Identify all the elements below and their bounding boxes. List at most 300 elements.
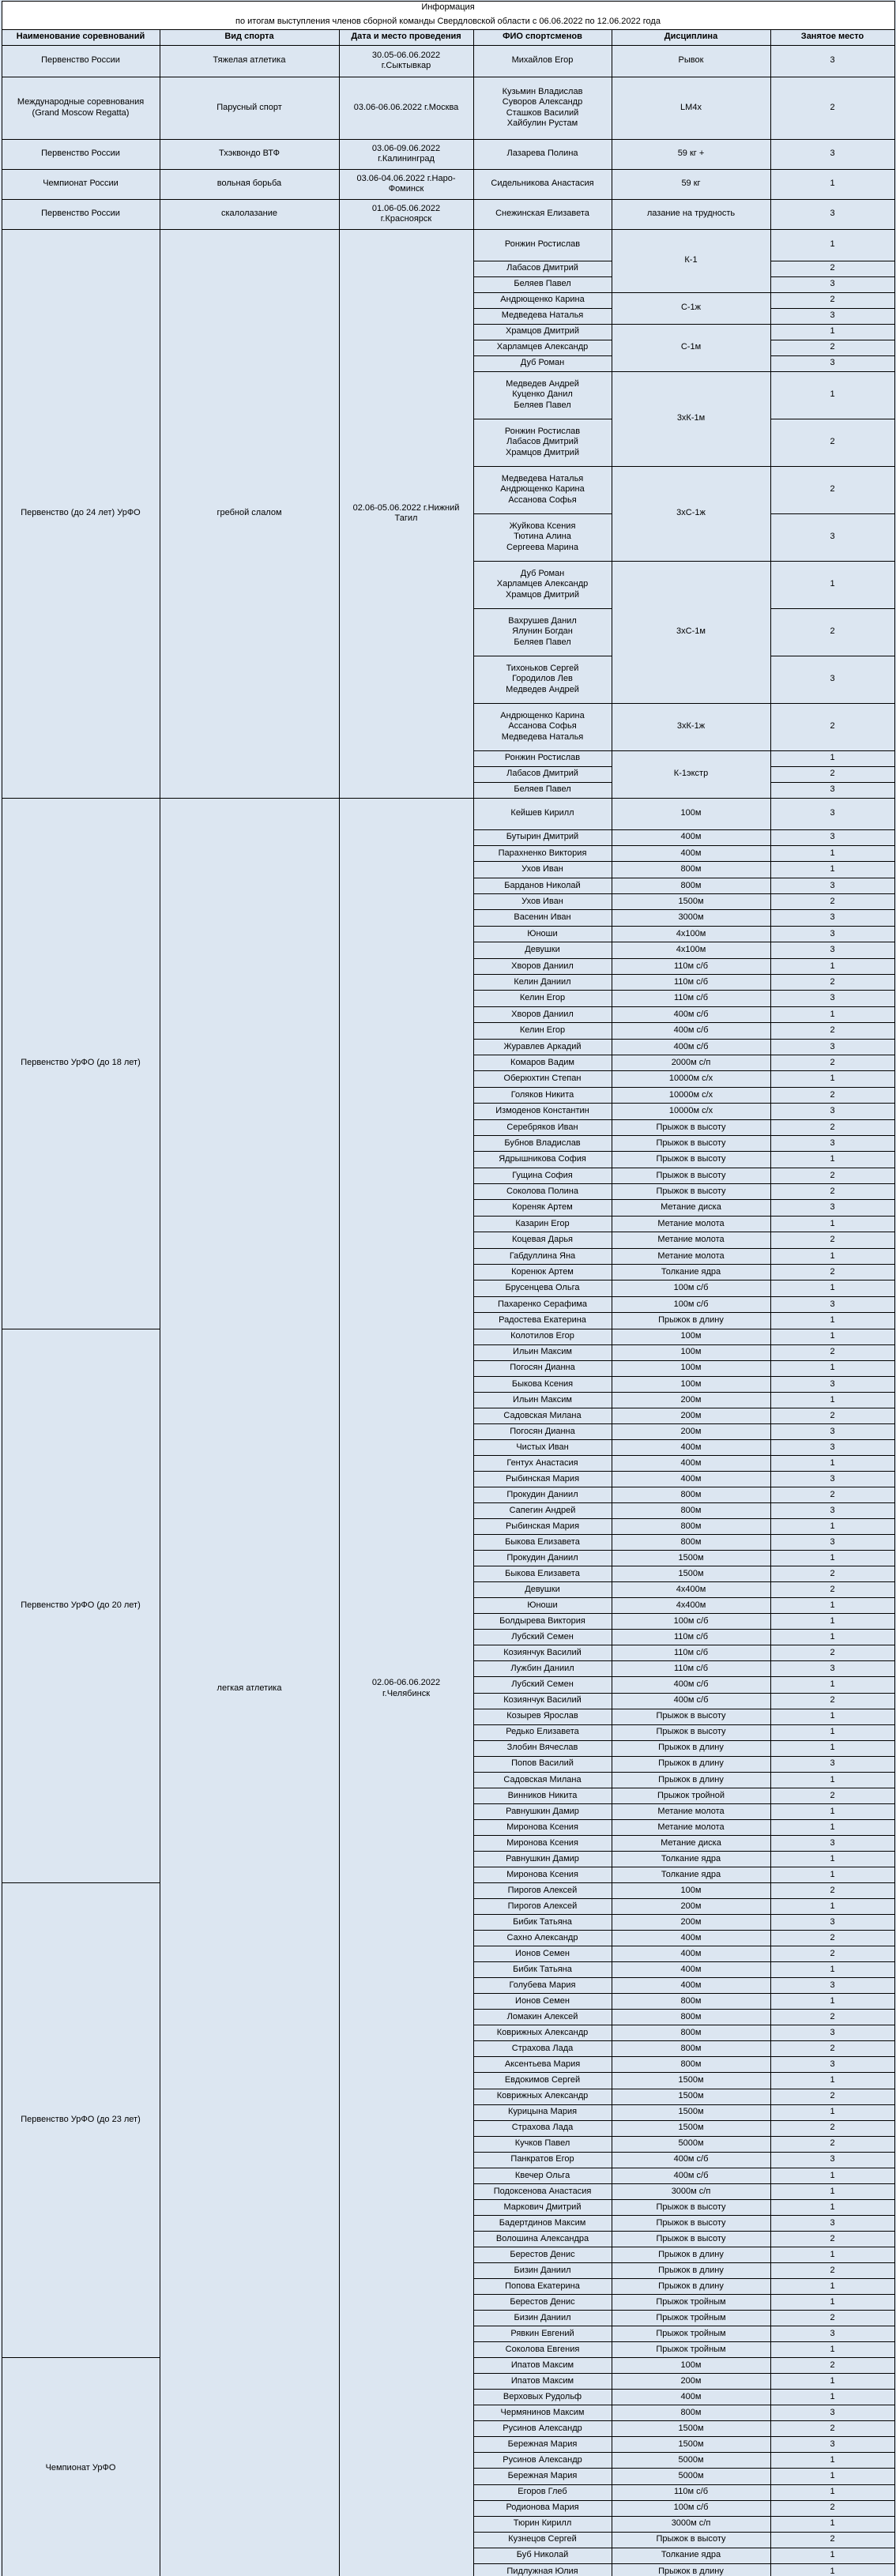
grid-line	[473, 782, 612, 783]
grid-line	[770, 1993, 894, 1994]
place-value: 1	[830, 2075, 835, 2085]
grid-line	[612, 561, 770, 562]
grid-line	[473, 2310, 612, 2311]
athlete-name: Андрющенко Карина	[500, 295, 585, 305]
athlete-name: Ломакин Алексей	[506, 2012, 578, 2022]
grid-line	[612, 703, 770, 704]
grid-line	[473, 1660, 612, 1661]
grid-line	[339, 169, 340, 199]
discipline: 100м	[680, 1331, 702, 1341]
athlete-name: Миронова Ксения	[506, 1869, 578, 1879]
grid-line	[770, 1264, 894, 1265]
column-header: Вид спорта	[224, 32, 274, 42]
athlete-name: Беляев Павел	[514, 784, 571, 795]
grid-line	[612, 1819, 770, 1820]
grid-line	[473, 513, 612, 514]
place-value: 1	[830, 753, 835, 763]
grid-line	[770, 798, 894, 799]
sport-type: легкая атлетика	[216, 1683, 282, 1693]
grid-line	[473, 1693, 612, 1694]
place-value: 2	[830, 1089, 835, 1100]
place-value: 3	[830, 2217, 835, 2228]
grid-line	[473, 1597, 612, 1598]
discipline: Прыжок в высоту	[656, 1170, 726, 1180]
athlete-name: Измоденов Константин	[495, 1106, 589, 1116]
discipline: Прыжок в высоту	[656, 1186, 726, 1197]
grid-line	[612, 169, 770, 170]
athlete-name: Быкова Ксения	[511, 1378, 574, 1389]
athlete-name: Коврижных Александр	[496, 2091, 589, 2101]
grid-line	[473, 2452, 612, 2453]
grid-line	[473, 893, 612, 894]
grid-line	[770, 466, 894, 467]
grid-line	[770, 169, 771, 199]
place-value: 2	[830, 2233, 835, 2243]
athlete-name: Парахненко Виктория	[498, 848, 587, 858]
athlete-name: Прокудин Даниил	[506, 1489, 578, 1499]
athlete-name: Равнушкин Дамир	[506, 1853, 579, 1863]
grid-line	[473, 2056, 612, 2057]
discipline: LM4x	[680, 102, 702, 112]
grid-line	[473, 1264, 612, 1265]
grid-line	[894, 169, 895, 199]
grid-line	[473, 1376, 612, 1377]
grid-line	[770, 2341, 894, 2342]
athlete-name: Чермянинов Максим	[500, 2408, 585, 2418]
athlete-name: Быкова Елизавета	[505, 1569, 580, 1578]
grid-line	[160, 169, 473, 170]
place-value: 3	[830, 832, 835, 842]
grid-line	[612, 1471, 770, 1472]
place-value: 2	[830, 2123, 835, 2133]
grid-line	[770, 766, 894, 767]
grid-line	[612, 1534, 770, 1535]
grid-line	[473, 1977, 612, 1978]
grid-line	[473, 2104, 612, 2105]
grid-line	[612, 1597, 770, 1598]
grid-line	[770, 1898, 894, 1899]
athlete-name: Серебряков Иван	[506, 1122, 578, 1132]
discipline: 400м с/б	[673, 2154, 709, 2164]
grid-line	[612, 2183, 770, 2184]
grid-line	[612, 1344, 770, 1345]
discipline: С-1ж	[680, 303, 702, 313]
grid-line	[770, 2040, 894, 2041]
athlete-name: Радостева Екатерина	[499, 1315, 586, 1326]
discipline: 4х400м	[676, 1585, 706, 1595]
athlete-name: Снежинская Елизавета	[495, 209, 589, 219]
discipline: 400м	[680, 1442, 702, 1452]
grid-line	[473, 2152, 612, 2153]
grid-line	[473, 1183, 612, 1184]
place-value: 1	[830, 239, 835, 250]
grid-line	[473, 1423, 612, 1424]
grid-line	[770, 1471, 894, 1472]
grid-line	[770, 1006, 894, 1007]
grid-line	[770, 798, 771, 1329]
grid-line	[612, 2262, 770, 2263]
discipline: К-1	[684, 255, 698, 265]
discipline: Прыжок в длину	[658, 2566, 724, 2576]
discipline: 400м	[680, 1932, 702, 1942]
place-value: 2	[830, 437, 835, 447]
athlete-name: Бутырин Дмитрий	[506, 832, 579, 842]
grid-line	[2, 229, 160, 230]
grid-line	[770, 1803, 894, 1804]
discipline: 110м с/б	[673, 1648, 708, 1658]
place-value: 3	[830, 808, 835, 818]
athlete-name: Медведева Наталья	[501, 310, 584, 321]
date-place: 03.06-06.06.2022 г.Москва	[353, 102, 459, 112]
athlete-name: Ипатов Максим	[510, 2360, 574, 2370]
place-value: 3	[830, 880, 835, 890]
discipline: 3хС-1м	[676, 626, 706, 637]
athlete-name: Тюрин Кирилл	[513, 2518, 572, 2529]
grid-line	[770, 2468, 894, 2469]
grid-line	[770, 1329, 771, 1882]
grid-line	[770, 1439, 894, 1440]
grid-line	[612, 2056, 770, 2057]
place-value: 1	[830, 1869, 835, 1879]
grid-line	[473, 1471, 612, 1472]
discipline: 1500м	[678, 2091, 704, 2101]
athlete-name: Быкова Елизавета	[505, 1536, 580, 1547]
grid-line	[473, 2072, 612, 2073]
discipline: 400м	[680, 1457, 702, 1468]
grid-line	[160, 199, 473, 200]
athlete-name: Келин Егор	[519, 993, 566, 1003]
discipline: Прыжок тройным	[656, 2312, 726, 2322]
place-value: 1	[830, 2107, 835, 2117]
grid-line	[473, 2436, 612, 2437]
discipline: Прыжок в высоту	[656, 2534, 726, 2544]
discipline: Прыжок тройным	[656, 2328, 726, 2338]
place-value: 3	[830, 993, 835, 1003]
grid-line	[612, 2009, 770, 2010]
athlete-name: Пидлужная Юлия	[506, 2566, 578, 2576]
athlete-name: Берестов Денис	[510, 2249, 575, 2259]
place-value: 3	[830, 2439, 835, 2450]
discipline: Прыжок в высоту	[656, 2233, 726, 2243]
grid-line	[612, 1103, 770, 1104]
grid-line	[770, 1392, 894, 1393]
place-value: 1	[830, 2281, 835, 2291]
athlete-name: Ронжин Ростислав	[504, 239, 581, 250]
grid-line	[612, 1882, 770, 1883]
athlete-name: Келин Егор	[519, 1025, 566, 1036]
grid-line	[2, 169, 160, 170]
discipline: 100м с/б	[673, 2503, 709, 2513]
place-value: 3	[830, 2059, 835, 2070]
grid-line	[612, 292, 770, 293]
place-value: 2	[830, 1790, 835, 1800]
discipline: 110м с/б	[673, 1632, 708, 1642]
grid-line	[770, 2389, 894, 2390]
discipline: Прыжок в высоту	[656, 1154, 726, 1164]
grid-line	[473, 2389, 612, 2390]
discipline: Метание молота	[657, 1806, 725, 1816]
grid-line	[473, 2136, 612, 2137]
discipline: 3хС-1ж	[676, 508, 706, 518]
grid-line	[473, 990, 612, 991]
grid-line	[612, 798, 770, 799]
grid-line	[770, 2262, 894, 2263]
grid-line	[612, 2040, 770, 2041]
grid-line	[612, 829, 770, 830]
grid-line	[770, 2152, 894, 2153]
athlete-name: Юноши	[527, 928, 558, 938]
grid-line	[770, 2120, 894, 2121]
grid-line	[612, 2278, 770, 2279]
athlete-name: Вахрушев Данил Ялунин Богдан Беляев Павел	[508, 615, 577, 647]
grid-line	[612, 45, 770, 46]
discipline: 100м	[680, 1885, 702, 1895]
discipline: Прыжок в высоту	[656, 2217, 726, 2228]
date-place: 03.06-09.06.2022 г.Калининград	[371, 143, 441, 164]
athlete-name: Коренюк Артем	[511, 1267, 574, 1277]
grid-line	[770, 2136, 894, 2137]
place-value: 2	[830, 1695, 835, 1705]
discipline: 100м	[680, 1378, 702, 1389]
place-value: 1	[830, 2518, 835, 2529]
place-value: 1	[830, 1743, 835, 1753]
grid-line	[612, 466, 770, 467]
place-value: 3	[830, 1426, 835, 1436]
grid-line	[339, 29, 340, 45]
grid-line	[473, 829, 612, 830]
grid-line	[473, 2468, 612, 2469]
place-value: 2	[830, 2424, 835, 2434]
athlete-name: Козиянчук Василий	[503, 1695, 582, 1705]
grid-line	[473, 1835, 612, 1836]
discipline: 400м с/б	[673, 1041, 709, 1051]
grid-line	[2, 45, 160, 46]
place-value: 2	[830, 721, 835, 731]
grid-line	[473, 1724, 612, 1725]
athlete-name: Русинов Александр	[503, 2455, 582, 2465]
date-place: 01.06-05.06.2022 г.Красноярск	[371, 203, 441, 224]
grid-line	[612, 2104, 770, 2105]
discipline: Метание молота	[657, 1250, 725, 1261]
date-place: 02.06-06.06.2022 г.Челябинск	[371, 1678, 441, 1698]
grid-line	[612, 2563, 770, 2564]
athlete-name: Соколова Евгения	[505, 2344, 580, 2354]
grid-line	[612, 1248, 770, 1249]
grid-line	[473, 1740, 612, 1741]
grid-line	[612, 958, 770, 959]
discipline: Прыжок в длину	[658, 2265, 724, 2275]
grid-line	[473, 1819, 612, 1820]
discipline: С-1м	[680, 342, 702, 352]
athlete-name: Медведев Андрей Куценко Данил Беляев Павел	[506, 378, 579, 410]
place-value: 1	[830, 1965, 835, 1974]
grid-line	[473, 29, 474, 45]
grid-line	[770, 1135, 894, 1136]
place-value: 2	[830, 1585, 835, 1595]
sport-type: Тяжелая атлетика	[213, 55, 286, 66]
grid-line	[473, 1629, 612, 1630]
grid-line	[770, 2072, 894, 2073]
grid-line	[770, 1930, 894, 1931]
grid-line	[770, 1819, 894, 1820]
place-value: 2	[830, 626, 835, 637]
grid-line	[612, 2373, 770, 2374]
grid-line	[612, 1360, 770, 1361]
sport-type: Парусный спорт	[216, 102, 282, 112]
athlete-name: Жуйкова Ксения Тютина Алина Сергеева Марина	[506, 521, 578, 552]
sport-type: скалолазание	[220, 209, 277, 219]
date-place: 02.06-05.06.2022 г.Нижний Тагил	[352, 502, 460, 523]
grid-line	[612, 2484, 770, 2485]
place-value: 1	[830, 1616, 835, 1626]
place-value: 3	[830, 2328, 835, 2338]
grid-line	[894, 1882, 895, 2357]
place-value: 1	[830, 2202, 835, 2212]
grid-line	[473, 2563, 612, 2564]
athlete-name: Комаров Вадим	[510, 1057, 574, 1067]
place-value: 2	[830, 2138, 835, 2149]
grid-line	[612, 1851, 770, 1852]
grid-line	[770, 169, 894, 170]
place-value: 3	[830, 1138, 835, 1148]
place-value: 1	[830, 1806, 835, 1816]
grid-line	[612, 1724, 770, 1725]
grid-line	[473, 2183, 612, 2184]
athlete-name: Лабасов Дмитрий	[506, 263, 578, 273]
discipline: Метание молота	[657, 1822, 725, 1832]
athlete-name: Страхова Лада	[511, 2123, 574, 2133]
discipline: Прыжок в длину	[658, 1758, 724, 1769]
discipline: 800м	[680, 1536, 702, 1547]
competition-name: Чемпионат России	[43, 179, 119, 189]
grid-line	[473, 2373, 612, 2374]
grid-line	[473, 2040, 612, 2041]
grid-line	[612, 1693, 770, 1694]
grid-line	[770, 324, 894, 325]
place-value: 1	[830, 1996, 835, 2006]
grid-line	[770, 990, 894, 991]
place-value: 2	[830, 1170, 835, 1180]
athlete-name: Кучков Павел	[514, 2138, 570, 2149]
discipline: Толкание ядра	[661, 1869, 721, 1879]
discipline: 400м с/б	[673, 1025, 709, 1036]
athlete-name: Винников Никита	[507, 1790, 578, 1800]
place-value: 1	[830, 2471, 835, 2481]
discipline: 3000м	[678, 912, 704, 923]
athlete-name: Юноши	[527, 1600, 558, 1611]
grid-line	[770, 45, 771, 77]
place-value: 1	[830, 864, 835, 874]
grid-line	[612, 990, 770, 991]
grid-line	[612, 1977, 770, 1978]
grid-line	[770, 29, 771, 45]
grid-line	[770, 561, 894, 562]
grid-line	[473, 1961, 612, 1962]
grid-line	[473, 974, 612, 975]
place-value: 2	[830, 1569, 835, 1578]
competition-name: Первенство УрФО (до 18 лет)	[21, 1058, 141, 1068]
athlete-name: Брусенцева Ольга	[505, 1283, 580, 1293]
athlete-name: Васенин Иван	[514, 912, 571, 923]
grid-line	[612, 861, 770, 862]
grid-line	[473, 1882, 612, 1883]
athlete-name: Бережная Мария	[507, 2471, 578, 2481]
discipline: 100м	[680, 2360, 702, 2370]
grid-line	[473, 2516, 612, 2517]
grid-line	[770, 1119, 894, 1120]
athlete-name: Голяков Никита	[510, 1089, 574, 1100]
grid-line	[612, 1376, 770, 1377]
place-value: 1	[830, 579, 835, 589]
grid-line	[473, 1392, 612, 1393]
athlete-name: Харламцев Александр	[496, 342, 589, 352]
place-value: 3	[830, 1536, 835, 1547]
grid-line	[473, 926, 612, 927]
grid-line	[473, 1581, 612, 1582]
grid-line	[473, 2500, 612, 2501]
athlete-name: Квечер Ольга	[514, 2170, 570, 2180]
athlete-name: Хворов Даниил	[511, 961, 574, 971]
discipline: 800м	[680, 1996, 702, 2006]
place-value: 2	[830, 1347, 835, 1357]
athlete-name: Миронова Ксения	[506, 1837, 578, 1848]
discipline: 400м с/б	[673, 1695, 709, 1705]
grid-line	[612, 1629, 770, 1630]
grid-line	[612, 2215, 770, 2216]
place-value: 3	[830, 1041, 835, 1051]
athlete-name: Верховых Рудольф	[503, 2392, 582, 2402]
discipline: 4х100м	[676, 945, 706, 955]
athlete-name: Беляев Павел	[514, 279, 571, 289]
discipline: 5000м	[678, 2455, 704, 2465]
place-value: 3	[830, 279, 835, 289]
grid-line	[339, 45, 340, 77]
grid-line	[612, 1756, 770, 1757]
grid-line	[612, 2341, 770, 2342]
grid-line	[770, 1070, 894, 1071]
place-value: 1	[830, 2455, 835, 2465]
grid-line	[612, 1392, 770, 1393]
athlete-name: Пахаренко Серафима	[497, 1299, 588, 1309]
column-header: Дата и место проведения	[351, 32, 461, 42]
athlete-name: Маркович Дмитрий	[503, 2202, 582, 2212]
place-value: 1	[830, 179, 835, 189]
discipline: 4х400м	[676, 1600, 706, 1611]
date-place: 03.06-04.06.2022 г.Наро-Фоминск	[356, 173, 456, 194]
discipline: 1500м	[678, 2424, 704, 2434]
grid-line	[473, 371, 612, 372]
grid-line	[770, 1455, 894, 1456]
place-value: 1	[830, 2170, 835, 2180]
grid-line	[612, 2357, 770, 2358]
place-value: 3	[830, 1106, 835, 1116]
athlete-name: Ядрышникова София	[499, 1154, 586, 1164]
place-value: 3	[830, 784, 835, 795]
place-value: 1	[830, 389, 835, 400]
athlete-name: Бизин Даниил	[514, 2265, 571, 2275]
grid-line	[770, 1022, 894, 1023]
place-value: 3	[830, 209, 835, 219]
athlete-name: Бережная Мария	[507, 2439, 578, 2450]
athlete-name: Сидельникова Анастасия	[491, 179, 594, 189]
grid-line	[612, 1914, 770, 1915]
athlete-name: Ильин Максим	[513, 1347, 572, 1357]
grid-line	[473, 1803, 612, 1804]
discipline: Метание молота	[657, 1218, 725, 1228]
athlete-name: Редько Елизавета	[506, 1727, 579, 1737]
grid-line	[770, 958, 894, 959]
date-place: 30.05-06.06.2022 г.Сыктывкар	[371, 50, 441, 70]
